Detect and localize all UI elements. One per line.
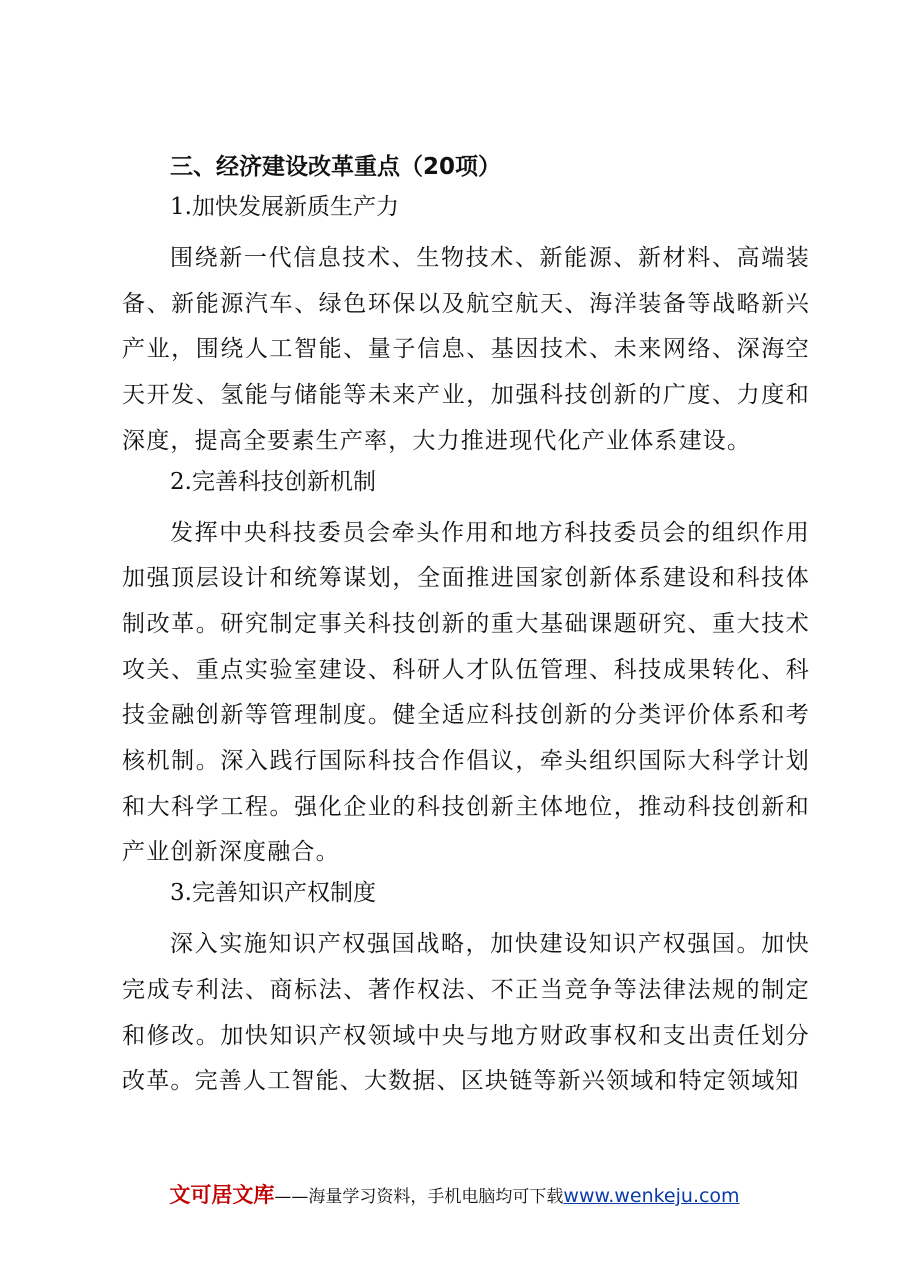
footer-slogan: ——海量学习资料，手机电脑均可下载	[274, 1187, 564, 1207]
item-title: 1.加快发展新质生产力	[170, 194, 399, 220]
watermark-footer	[0, 1180, 909, 1212]
paragraph: 深入实施知识产权强国战略，加快建设知识产权强国。加快完成专利法、商标法、著作权法、不正当竞争等法律法规的制定和修改。加快知识产权领域中央与地方财政事权和支出责任划分改革。完善人工智能、大数据、区块链等新兴领域和特定领域知	[122, 931, 810, 1095]
footer-link[interactable]: www.wenkeju.com	[563, 1185, 740, 1207]
paragraph: 发挥中央科技委员会牵头作用和地方科技委员会的组织作用加强顶层设计和统筹谋划，全面推进国家创新体系建设和科技体制改革。研究制定事关科技创新的重大基础课题研究、重大技术攻关、重点实验室建设、科研人才队伍管理、科技成果转化、科技金融创新等管理制度。健全适应科技创新的分类评价体系和考核机制。深入践行国际科技合作倡议，牵头组织国际大科学计划和大科学工程。强化企业的科技创新主体地位，推动科技创新和产业创新深度融合。	[122, 519, 810, 866]
document-body	[122, 152, 810, 1107]
item-title: 2.完善科技创新机制	[170, 468, 376, 495]
footer-brand: 文可居文库	[169, 1183, 275, 1207]
paragraph: 围绕新一代信息技术、生物技术、新能源、新材料、高端装备、新能源汽车、绿色环保以及航空航天、海洋装备等战略新兴产业，围绕人工智能、量子信息、基因技术、未来网络、深海空天开发、氢能与储能等未来产业，加强科技创新的广度、力度和深度，提高全要素生产率，大力推进现代化产业体系建设。	[122, 245, 810, 454]
item-title: 3.完善知识产权制度	[170, 880, 376, 907]
section-title: 三、经济建设改革重点（20项）	[170, 154, 502, 180]
